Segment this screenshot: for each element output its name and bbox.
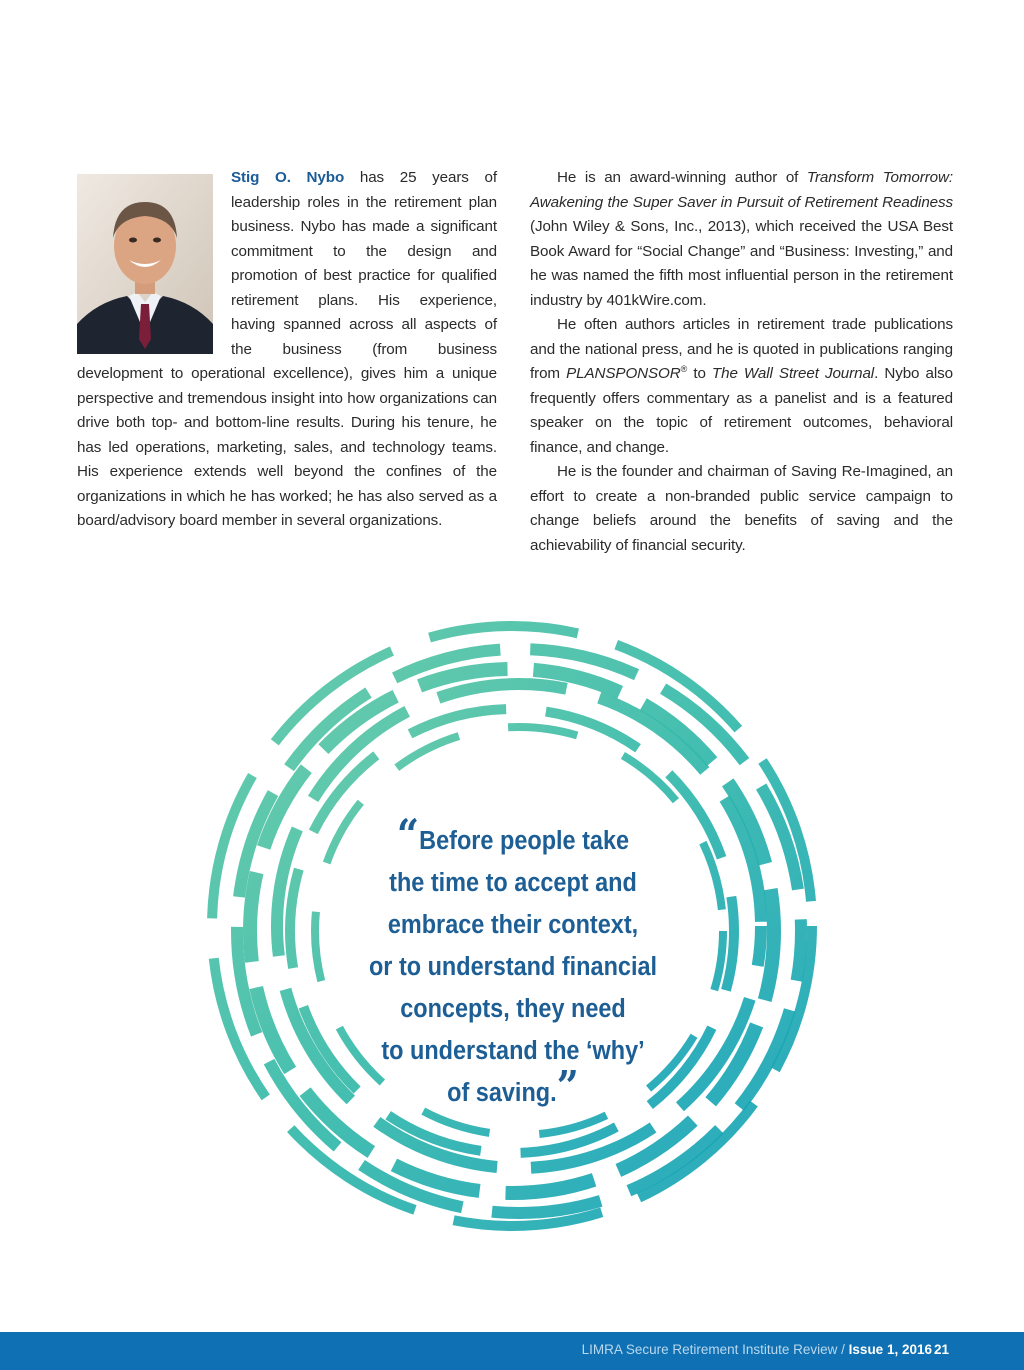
quote-line-5: concepts, they need [400,995,626,1023]
bio-intro-text: has 25 years of leadership roles in the retirement plan business. Nybo has made a significant commitment to the design and promotion of best practice for qualified retirement plans. His experience, having spanned across all aspects of the business (from business development to operational excellence), gives him a unique perspective and tremendous insight into how organizations can drive both top- and bottom-line results. During his tenure, he has led operations, marketing, sales, and technology teams. His experience extends well beyond the confines of the organizations in which he has worked; he has also served as a board/advisory board member in several organizations. [77,169,497,529]
footer-publication: LIMRA Secure Retirement Institute Review / [581,1342,849,1357]
bio-paragraph-founder: He is the founder and chairman of Saving Re-Imagined, an effort to create a non-branded public service campaign to change beliefs around the benefits of saving and the achievability of financial security. [530,463,953,554]
open-quote-mark: “ [396,810,420,859]
author-photo [77,174,213,354]
bio-name: Stig O. Nybo [231,169,345,186]
footer-issue: Issue 1, 2016 [848,1342,932,1357]
footer-credit [582,1342,932,1357]
quote-line-3: embrace their context, [387,911,639,939]
quote-line-4: or to understand financial [368,953,658,981]
quote-line [365,1062,661,1114]
pull-quote [365,810,661,1114]
publication-wsj: The Wall Street Journal [711,365,875,382]
bio-paragraph-press [530,313,953,460]
quote-line-7: of saving. [447,1079,557,1107]
page-number: 21 [933,1342,949,1357]
bio-p2-text-to: to [687,365,712,382]
close-quote-mark: ” [556,1062,579,1111]
book-title: Transform Tomorrow: Awakening the Super Saver in Pursuit of Retirement Readiness [530,169,953,211]
registered-mark: ® [680,363,688,374]
bio-paragraph-author [530,166,953,313]
bio-p2-text-a: He often authors articles in retirement trade publications and the national press, and he is quoted in publications ranging from [530,316,953,382]
quote-line-2: the time to accept and [389,869,637,897]
quote-line [365,810,661,862]
bio-p1-text-a: He is an award-winning author of [557,169,807,186]
quote-line-6: to understand the ‘why’ [381,1037,645,1065]
bio-p1-text-b: (John Wiley & Sons, Inc., 2013), which received the USA Best Book Award for “Social Change” and “Business: Investing,” and he was named the fifth most influential person in the retirement industry by 401kWire.com. [530,218,953,309]
bio-p2-text-b: . Nybo also frequently offers commentary as a panelist and is a featured speaker on the topic of retirement outcomes, behavioral finance, and change. [530,365,953,456]
bio-column-left [77,166,497,534]
publication-plansponsor: PLANSPONSOR [566,365,681,382]
page-footer [0,1332,1024,1370]
bio-column-right [530,166,953,558]
quote-line-1: Before people take [419,827,630,855]
